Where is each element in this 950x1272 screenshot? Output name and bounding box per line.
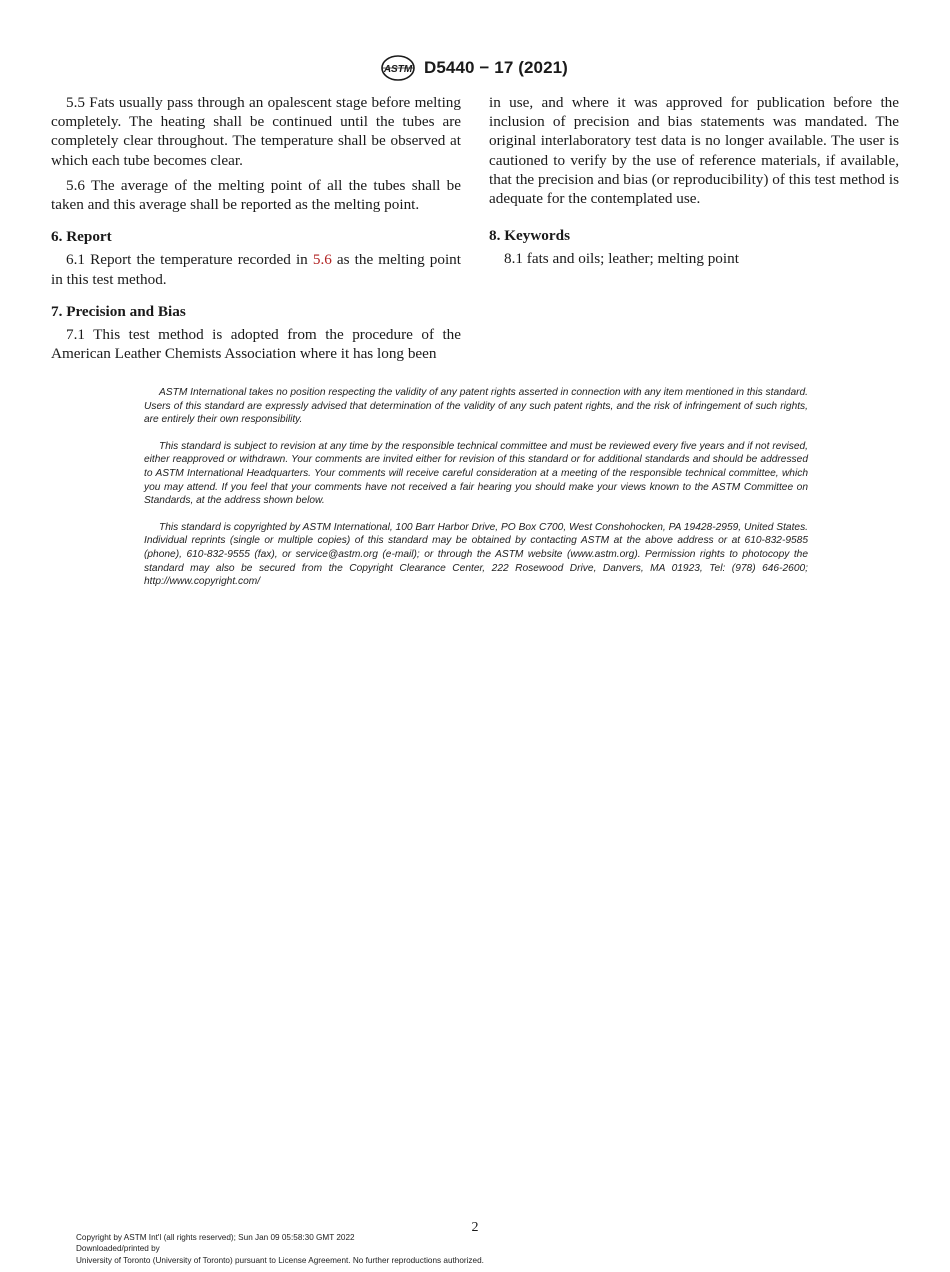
logo-text: ASTM	[383, 64, 413, 75]
page-footer	[76, 1232, 484, 1266]
paragraph-6-1	[51, 250, 461, 288]
paragraph-8-1: 8.1 fats and oils; leather; melting point	[504, 250, 739, 268]
page-header	[0, 54, 950, 84]
section-heading-precision-bias: 7. Precision and Bias	[51, 302, 186, 320]
paragraph-7-1: 7.1 This test method is adopted from the procedure of the American Leather Chemists Association where it has long been	[51, 326, 461, 363]
section-5-6-link[interactable]: 5.6	[312, 251, 332, 269]
legal-notices	[144, 386, 808, 589]
paragraph-5-6: 5.6 The average of the melting point of all the tubes shall be taken and this average shall be reported as the melting point.	[51, 176, 461, 214]
copyright-notice: This standard is copyrighted by ASTM International, 100 Barr Harbor Drive, PO Box C700, West Conshohocken, PA 19428-2959, United States. Individual reprints (single or multiple copies) of this standard may be obtained by contacting ASTM at the above address or at 610-832-9585 (phone), 610-832-9555 (fax), or service@astm.org (e-mail); or through the ASTM website (www.astm.org). Permission rights to photocopy the standard may also be secured from the Copyright Clearance Center, 222 Rosewood Drive, Danvers, MA 01923, Tel: (978) 646-2600; http://www.copyright.com/	[144, 521, 808, 588]
right-column	[489, 93, 899, 269]
paragraph-7-1-continued: in use, and where it was approved for publication before the inclusion of precision and bias statements was mandated. The original interlaboratory test data is no longer available. The user is cautioned to verify by the use of reference materials, if available, that the precision and bias (or reproducibility) of this test method is adequate for the contemplated use.	[489, 94, 899, 208]
patent-notice: ASTM International takes no position respecting the validity of any patent rights asserted in connection with any item mentioned in this standard. Users of this standard are expressly advised that determination of the validity of any such patent rights, and the risk of infringement of such rights, are entirely their own responsibility.	[144, 387, 808, 426]
left-column	[51, 93, 461, 363]
page-number: 2	[471, 1220, 479, 1235]
footer-license-line: University of Toronto (University of Toronto) pursuant to License Agreement. No further reproductions authorized.	[76, 1255, 484, 1265]
document-id: D5440 − 17 (2021)	[424, 58, 568, 77]
section-heading-report: 6. Report	[51, 228, 112, 246]
astm-logo-icon	[380, 54, 416, 82]
paragraph-6-1-text-b: as the melting point in this test method.	[51, 251, 461, 288]
paragraph-5-5: 5.5 Fats usually pass through an opalescent stage before melting completely. The heating shall be continued until the tubes are completely clear throughout. The temperature shall be observed at which each tube becomes clear.	[51, 94, 461, 169]
revision-notice: This standard is subject to revision at any time by the responsible technical committee and must be reviewed every five years and if not revised, either reapproved or withdrawn. Your comments are invited either for revision of this standard or for additional standards and should be addressed to ASTM International Headquarters. Your comments will receive careful consideration at a meeting of the responsible technical committee, which you may attend. If you feel that your comments have not received a fair hearing you should make your views known to the ASTM Committee on Standards, at the address shown below.	[144, 440, 808, 507]
section-heading-keywords: 8. Keywords	[489, 227, 570, 245]
footer-copyright-line: Copyright by ASTM Int'l (all rights reserved); Sun Jan 09 05:58:30 GMT 2022	[76, 1233, 355, 1242]
footer-downloaded-line: Downloaded/printed by	[76, 1244, 160, 1254]
paragraph-6-1-text-a: 6.1 Report the temperature recorded in	[66, 251, 313, 269]
